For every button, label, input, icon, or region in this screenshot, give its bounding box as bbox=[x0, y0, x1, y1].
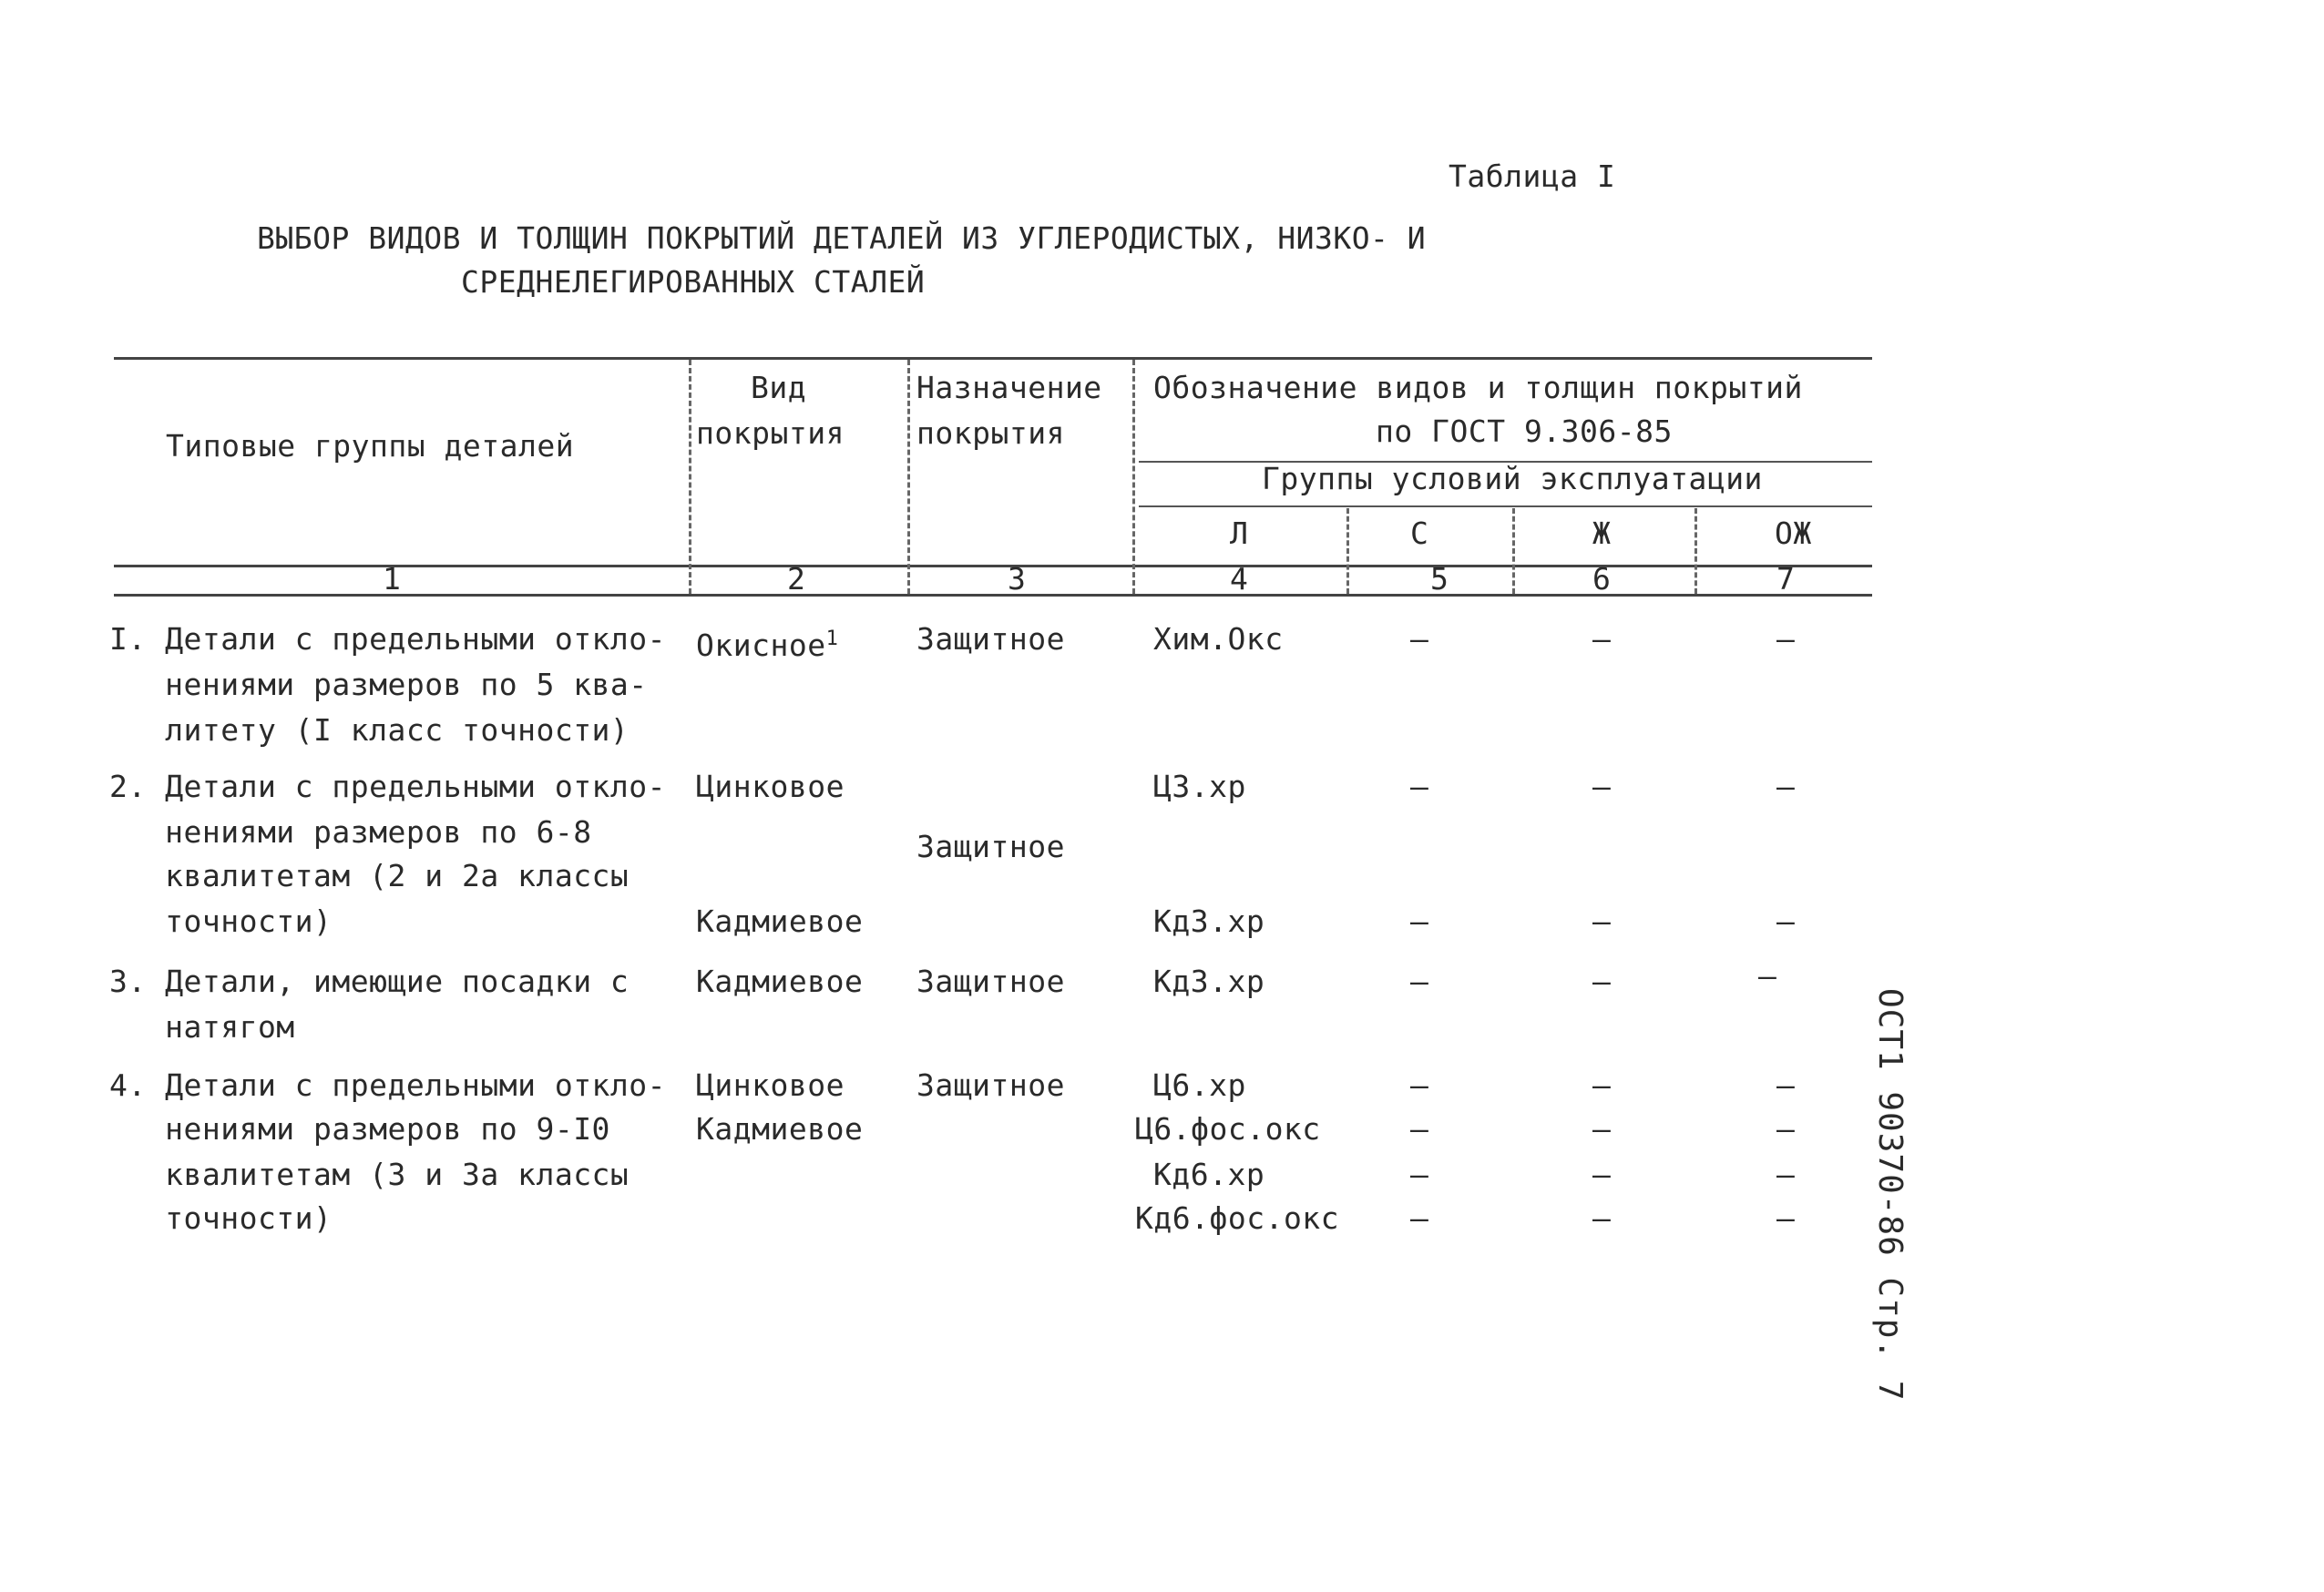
row2-a-ozh: – bbox=[1776, 769, 1796, 804]
col-sep-4 bbox=[1346, 508, 1349, 594]
row1-group-line2: нениями размеров по 5 ква- bbox=[109, 667, 648, 702]
header-subgroup: Группы условий эксплуатации bbox=[1262, 461, 1763, 496]
row4-group-line2: нениями размеров по 9-I0 bbox=[109, 1111, 610, 1147]
title-line-1: ВЫБОР ВИДОВ И ТОЛЩИН ПОКРЫТИЙ ДЕТАЛЕЙ ИЗ УГЛЕРОДИСТЫХ, НИЗКО- И bbox=[257, 220, 1427, 256]
row1-s: – bbox=[1410, 621, 1429, 657]
table-label: Таблица I bbox=[1449, 158, 1616, 194]
row2-coating-b: Кадмиевое bbox=[696, 903, 864, 939]
row4-4-s: – bbox=[1410, 1200, 1429, 1236]
header-group-line2: по ГОСТ 9.306-85 bbox=[1376, 413, 1673, 449]
row4-1-s: – bbox=[1410, 1067, 1429, 1103]
row4-3-ozh: – bbox=[1776, 1157, 1796, 1192]
row2-a-zh: – bbox=[1592, 769, 1612, 804]
header-col2-line1: Вид bbox=[751, 370, 807, 405]
row4-3-zh: – bbox=[1592, 1157, 1612, 1192]
row4-purpose: Защитное bbox=[916, 1067, 1065, 1103]
row2-designation-a: Ц3.хр bbox=[1153, 769, 1246, 804]
row4-designation-3: Кд6.хр bbox=[1153, 1157, 1265, 1192]
row2-group-line3: квалитетам (2 и 2а классы bbox=[109, 858, 630, 893]
table-top-rule bbox=[114, 357, 1872, 360]
col-sep-2 bbox=[907, 360, 910, 594]
row3-designation: Кд3.хр bbox=[1153, 964, 1265, 999]
row4-designation-4: Кд6.фос.окс bbox=[1135, 1200, 1340, 1236]
title-line-2: СРЕДНЕЛЕГИРОВАННЫХ СТАЛЕЙ bbox=[461, 264, 926, 300]
col-sep-3 bbox=[1132, 360, 1135, 594]
row4-2-zh: – bbox=[1592, 1111, 1612, 1147]
row1-purpose: Защитное bbox=[916, 621, 1065, 657]
header-sub-L: Л bbox=[1230, 515, 1249, 551]
row2-purpose: Защитное bbox=[916, 829, 1065, 864]
row4-1-ozh: – bbox=[1776, 1067, 1796, 1103]
row3-coating: Кадмиевое bbox=[696, 964, 864, 999]
row3-group-line1: 3. Детали, имеющие посадки с bbox=[109, 964, 630, 999]
row2-designation-b: Кд3.хр bbox=[1153, 903, 1265, 939]
row3-zh: – bbox=[1592, 964, 1612, 999]
row1-designation: Хим.Окс bbox=[1153, 621, 1284, 657]
row1-ozh: – bbox=[1776, 621, 1796, 657]
row4-designation-2: Ц6.фос.окс bbox=[1135, 1111, 1321, 1147]
col-sep-6 bbox=[1694, 508, 1697, 594]
row4-3-s: – bbox=[1410, 1157, 1429, 1192]
row2-group-line4: точности) bbox=[109, 903, 333, 939]
header-sub-S: С bbox=[1410, 515, 1429, 551]
row4-2-s: – bbox=[1410, 1111, 1429, 1147]
col-sep-5 bbox=[1512, 508, 1515, 594]
footnote-marker: 1 bbox=[825, 628, 839, 650]
col-number-7: 7 bbox=[1776, 561, 1796, 597]
row4-designation-1: Ц6.хр bbox=[1153, 1067, 1246, 1103]
header-sub-OZh: ОЖ bbox=[1775, 515, 1812, 551]
row4-coating-b: Кадмиевое bbox=[696, 1111, 864, 1147]
row3-ozh: – bbox=[1758, 958, 1777, 994]
col-number-2: 2 bbox=[787, 561, 806, 597]
row4-group-line4: точности) bbox=[109, 1200, 333, 1236]
row2-b-zh: – bbox=[1592, 903, 1612, 939]
header-col3-line2: покрытия bbox=[916, 415, 1065, 451]
row1-zh: – bbox=[1592, 621, 1612, 657]
row4-group-line1: 4. Детали с предельными откло- bbox=[109, 1067, 667, 1103]
row2-b-s: – bbox=[1410, 903, 1429, 939]
col-number-3: 3 bbox=[1008, 561, 1027, 597]
row1-group-line1: I. Детали с предельными откло- bbox=[109, 621, 667, 657]
row2-group-line2: нениями размеров по 6-8 bbox=[109, 814, 592, 850]
header-sub-Zh: Ж bbox=[1592, 515, 1612, 551]
row2-coating-a: Цинковое bbox=[696, 769, 845, 804]
side-document-code: ОСТ1 90370-86 Стр. 7 bbox=[1871, 988, 1909, 1402]
row4-1-zh: – bbox=[1592, 1067, 1612, 1103]
row1-group-line3: литету (I класс точности) bbox=[109, 712, 630, 748]
col-number-6: 6 bbox=[1592, 561, 1612, 597]
row1-coating: Окисное$^1$ bbox=[696, 628, 839, 663]
row2-group-line1: 2. Детали с предельными откло- bbox=[109, 769, 667, 804]
row2-a-s: – bbox=[1410, 769, 1429, 804]
row4-coating-a: Цинковое bbox=[696, 1067, 845, 1103]
row4-2-ozh: – bbox=[1776, 1111, 1796, 1147]
header-col3-line1: Назначение bbox=[916, 370, 1102, 405]
header-col1: Типовые группы деталей bbox=[166, 428, 575, 464]
row4-4-ozh: – bbox=[1776, 1200, 1796, 1236]
row3-group-line2: натягом bbox=[109, 1009, 295, 1045]
row4-4-zh: – bbox=[1592, 1200, 1612, 1236]
row4-group-line3: квалитетам (3 и 3а классы bbox=[109, 1157, 630, 1192]
row3-purpose: Защитное bbox=[916, 964, 1065, 999]
subgroup-rule bbox=[1139, 505, 1872, 507]
col-number-1: 1 bbox=[383, 561, 402, 597]
row2-b-ozh: – bbox=[1776, 903, 1796, 939]
header-col2-line2: покрытия bbox=[696, 415, 845, 451]
col-number-5: 5 bbox=[1430, 561, 1449, 597]
row3-s: – bbox=[1410, 964, 1429, 999]
col-number-4: 4 bbox=[1230, 561, 1249, 597]
header-group-line1: Обозначение видов и толщин покрытий bbox=[1153, 370, 1803, 405]
col-sep-1 bbox=[689, 360, 691, 594]
